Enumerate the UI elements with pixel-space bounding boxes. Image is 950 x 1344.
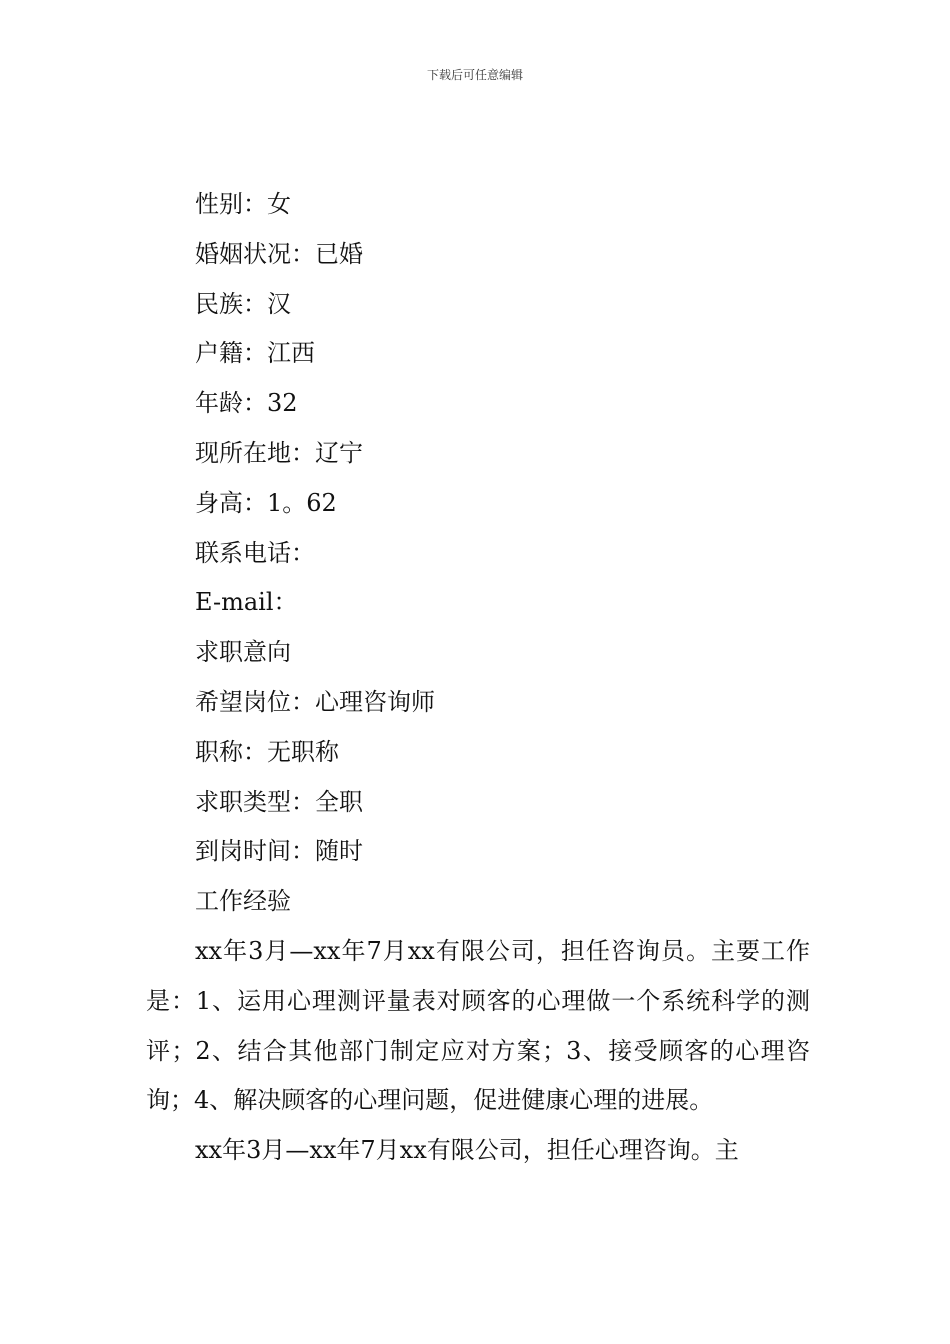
resume-content — [146, 180, 810, 1176]
field-marital-status: 婚姻状况：已婚 — [195, 239, 363, 268]
field-gender: 性别：女 — [195, 190, 291, 218]
field-desired-position: 希望岗位：心理咨询师 — [195, 687, 435, 716]
field-household-registration: 户籍：江西 — [195, 339, 315, 368]
header-note: 下载后可任意编辑 — [426, 68, 523, 82]
field-job-type: 求职类型：全职 — [195, 787, 363, 816]
field-phone: 联系电话： — [195, 538, 315, 567]
field-email: E-mail： — [195, 588, 298, 617]
field-title: 职称：无职称 — [195, 737, 339, 766]
field-current-location: 现所在地：辽宁 — [195, 438, 363, 467]
experience-paragraph-2: xx年3月—xx年7月xx有限公司，担任心理咨询。主 — [195, 1136, 739, 1165]
experience-paragraph-1: xx年3月—xx年7月xx有限公司，担任咨询员。主要工作是：1、运用心理测评量表对顾客的心理做一个系统科学的测评；2、结合其他部门制定应对方案；3、接受顾客的心理咨询；4、解决顾客的心理问题，促进健康心理的进展。 — [146, 936, 810, 1115]
field-availability: 到岗时间：随时 — [195, 837, 363, 866]
field-age: 年龄：32 — [195, 389, 298, 418]
field-height: 身高：1。62 — [195, 488, 337, 517]
section-work-experience: 工作经验 — [195, 887, 291, 916]
section-job-intention: 求职意向 — [195, 638, 291, 667]
field-ethnicity: 民族：汉 — [195, 289, 291, 318]
